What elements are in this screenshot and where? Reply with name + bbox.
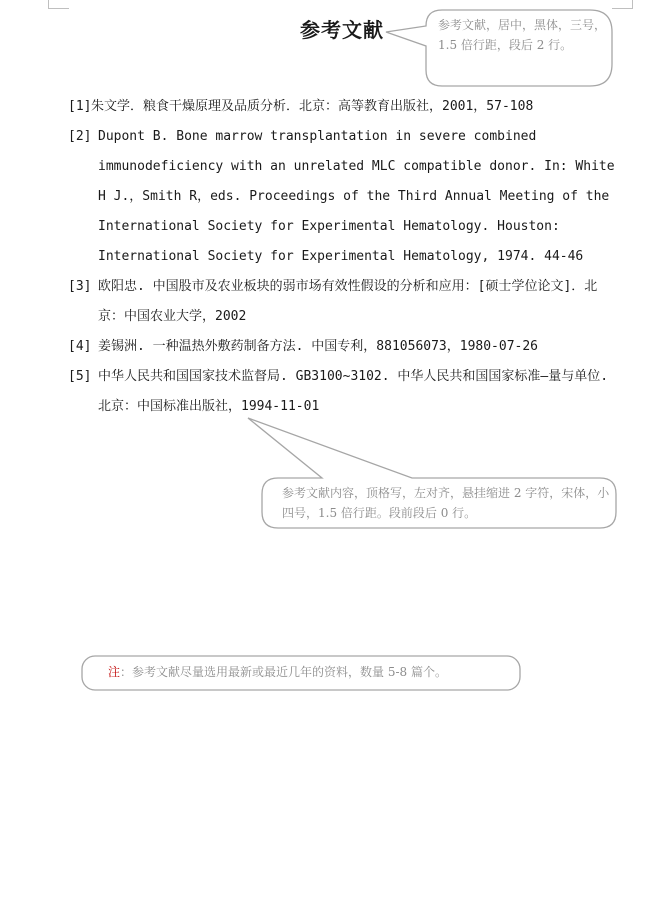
reference-number: [2] — [68, 129, 92, 144]
note-label: 注 — [108, 665, 121, 679]
reference-text: 姜锡洲. 一种温热外敷药制备方法. 中国专利，881056073，1980-07-26 — [98, 339, 539, 354]
content-format-callout: 参考文献内容，顶格写，左对齐，悬挂缩进 2 字符，宋体，小四号，1.5 倍行距。段前段后 0 行。 — [282, 486, 610, 520]
reference-item — [68, 122, 618, 272]
reference-text: Dupont B. Bone marrow transplantation in severe combined immunodeficiency with an unrelated MLC compatible donor. In: White H J.，Smith R，eds. Proceedings of the Third Annual Meeting of the International Society for Experimental Hematology. Houston: International Society for Experimental Hematology, 1974. 44-46 — [98, 129, 615, 264]
reference-text: 中华人民共和国国家技术监督局. GB3100~3102. 中华人民共和国国家标准—量与单位. 北京：中国标准出版社，1994-11-01 — [98, 369, 609, 414]
note-callout — [108, 662, 518, 682]
reference-text: 欧阳忠. 中国股市及农业板块的弱市场有效性假设的分析和应用：[硕士学位论文]．北京：中国农业大学，2002 — [98, 279, 598, 324]
reference-item — [68, 92, 618, 122]
reference-item — [68, 362, 618, 422]
note-text: ：参考文献尽量选用最新或最近几年的资料，数量 5-8 篇个。 — [120, 665, 447, 679]
reference-text: 朱文学．粮食干燥原理及品质分析．北京：高等教育出版社，2001，57-108 — [91, 99, 534, 114]
reference-item — [68, 332, 618, 362]
page-title: 参考文献 — [300, 18, 384, 42]
reference-number: [4] — [68, 339, 92, 354]
reference-number: [1] — [68, 99, 92, 114]
reference-list — [68, 92, 618, 422]
title-format-callout: 参考文献，居中，黑体，三号，1.5 倍行距，段后 2 行。 — [438, 18, 607, 52]
reference-number: [5] — [68, 369, 92, 384]
reference-number: [3] — [68, 279, 92, 294]
reference-item — [68, 272, 618, 332]
